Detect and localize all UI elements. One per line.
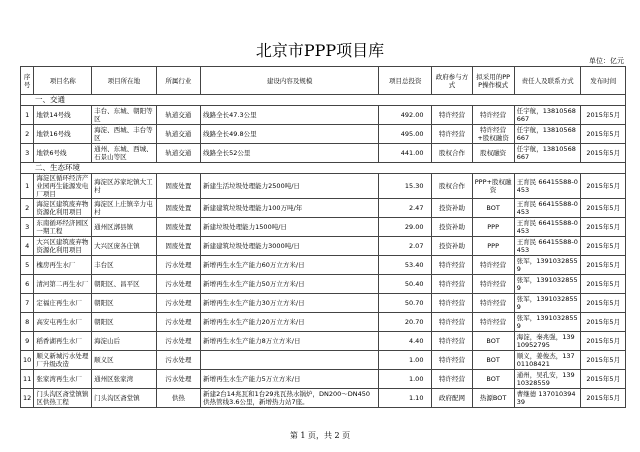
table-row [21,389,626,408]
table-cell: 政府配网 [432,389,472,408]
table-cell: 轨道交通 [156,144,200,163]
table-row [21,313,626,332]
table-cell: 股权融资 [472,144,514,163]
table-cell: 新建生活垃圾处理能力2500吨/日 [201,174,379,199]
column-header: 拟采用的PPP操作模式 [472,67,514,95]
table-cell: 固废处置 [156,218,200,237]
table-cell: 污水处理 [156,370,200,389]
table-cell: 特许经营+股权融资 [472,125,514,144]
table-cell: 2.07 [379,237,432,256]
table-cell: 特许经营 [472,313,514,332]
table-cell: PPP [472,218,514,237]
table-cell: 2015年5月 [581,106,626,125]
table-cell: 任宇航，13810568667 [514,106,581,125]
table-cell: 张军，13910328559 [514,275,581,294]
section-title: 一、交通 [21,95,626,106]
table-cell: 2015年5月 [581,144,626,163]
table-cell: 供热 [156,389,200,408]
table-cell: 污水处理 [156,256,200,275]
table-row [21,199,626,218]
table-cell: 轨道交通 [156,125,200,144]
table-cell: 1 [21,106,34,125]
table-cell: 朝阳区 [92,313,157,332]
table-cell: 线路全长52公里 [201,144,379,163]
column-header: 序号 [21,67,34,95]
table-cell: 通州、东城、西城、石景山等区 [92,144,157,163]
project-table [20,66,626,408]
table-cell: 20.70 [379,313,432,332]
table-header [21,67,626,95]
table-cell: 丰台区 [92,256,157,275]
table-cell: 张军，13910328559 [514,294,581,313]
table-cell: 特许经营 [432,313,472,332]
table-cell: 线路全长49.8公里 [201,125,379,144]
table-row [21,256,626,275]
column-header: 项目总投资 [379,67,432,95]
table-cell: 顺义区 [92,351,157,370]
table-cell: 地铁14号线 [34,106,92,125]
table-cell: 顺义新城污水处理厂升级改造 [34,351,92,370]
table-cell: 朝阳区、昌平区 [92,275,157,294]
table-cell: 10 [21,351,34,370]
table-cell: 任宇航，13810568667 [514,144,581,163]
table-cell: 2 [21,199,34,218]
table-cell: 污水处理 [156,332,200,351]
table-row [21,351,626,370]
table-cell: 海淀山后 [92,332,157,351]
table-cell: 2015年5月 [581,294,626,313]
table-row [21,275,626,294]
table-cell: 污水处理 [156,313,200,332]
table-row [21,370,626,389]
table-cell: 顺义，姜俊杰，13701108421 [514,351,581,370]
table-cell: 股权合作 [432,144,472,163]
table-cell: 2015年5月 [581,218,626,237]
table-cell: 特许经营 [472,256,514,275]
page-footer: 第 1 页，共 2 页 [289,431,351,440]
table-row [21,174,626,199]
table-cell: 2015年5月 [581,275,626,294]
table-cell: 9 [21,332,34,351]
table-cell: BOT [472,199,514,218]
table-cell: 2015年5月 [581,332,626,351]
table-cell: 2015年5月 [581,125,626,144]
table-cell: 2015年5月 [581,174,626,199]
table-cell: 固废处置 [156,199,200,218]
table-cell: 1.00 [379,351,432,370]
table-cell: 污水处理 [156,294,200,313]
table-row [21,237,626,256]
table-cell: 2015年5月 [581,389,626,408]
table-cell: 8 [21,313,34,332]
table-cell: 29.00 [379,218,432,237]
table-cell: 清河第二再生水厂 [34,275,92,294]
table-cell: 任宇航，13810568667 [514,125,581,144]
table-cell: 495.00 [379,125,432,144]
table-cell: 海淀区建筑废弃物资源化利用项目 [34,199,92,218]
table-cell: 53.40 [379,256,432,275]
table-cell: 特许经营 [432,125,472,144]
column-header: 项目所在地 [92,67,157,95]
table-cell: 1.00 [379,370,432,389]
table-cell: 新建建筑垃圾处理能力3000吨/日 [201,237,379,256]
table-cell: 特许经营 [432,275,472,294]
table-cell: 2015年5月 [581,313,626,332]
table-cell: 投资补助 [432,237,472,256]
table-cell: 1.10 [379,389,432,408]
table-cell: 新增再生水生产能力60万立方米/日 [201,256,379,275]
table-cell: 朝阳区 [92,294,157,313]
table-cell: 3 [21,144,34,163]
table-cell: 通州区张家湾 [92,370,157,389]
table-cell: 固废处置 [156,237,200,256]
table-cell: 丰台、东城、朝阳等区 [92,106,157,125]
table-cell: 王育民 66415588-0453 [514,199,581,218]
table-cell: 新增再生水生产能力30万立方米/日 [201,294,379,313]
table-cell: 新增再生水生产能力50万立方米/日 [201,275,379,294]
table-cell: 492.00 [379,106,432,125]
column-header: 责任人及联系方式 [514,67,581,95]
table-cell: 东南循环经济园区一期工程 [34,218,92,237]
table-cell: 王育民 66415588-0453 [514,218,581,237]
column-header: 项目名称 [34,67,92,95]
table-cell: 50.70 [379,294,432,313]
column-header: 建设内容及规模 [201,67,379,95]
column-header: 所属行业 [156,67,200,95]
table-cell: 股权合作 [432,174,472,199]
table-row [21,218,626,237]
table-cell: 大兴区建筑废弃物资源化利用项目 [34,237,92,256]
table-cell: 特许经营 [432,351,472,370]
table-cell: 7 [21,294,34,313]
table-cell: 海淀区循环经济产业园再生能源发电厂项目 [34,174,92,199]
table-cell: PPP [472,237,514,256]
table-cell: 1 [21,174,34,199]
table-cell: 海淀，秦兆强，13910952795 [514,332,581,351]
table-cell: 投资补助 [432,218,472,237]
table-cell: 2015年5月 [581,199,626,218]
table-cell: 4.40 [379,332,432,351]
table-cell: 特许经营 [432,370,472,389]
table-cell: 通州，吴孔安，13910328559 [514,370,581,389]
table-cell: 王育民 66415588-0453 [514,237,581,256]
table-cell: 污水处理 [156,275,200,294]
table-cell: 海淀区上庄镇辛力屯村 [92,199,157,218]
table-cell: 门头沟区斋堂镇镇区供热工程 [34,389,92,408]
table-cell: 2015年5月 [581,370,626,389]
table-cell: 特许经营 [472,294,514,313]
table-body [21,95,626,408]
unit-label: 单位：亿元 [589,57,624,65]
table-cell: BOT [472,351,514,370]
table-cell: 6 [21,275,34,294]
table-row [21,332,626,351]
table-row [21,294,626,313]
table-cell: 大兴区庞各庄镇 [92,237,157,256]
table-cell: 高安屯再生水厂 [34,313,92,332]
table-cell: 新建建筑垃圾处理能力100万吨/年 [201,199,379,218]
table-cell: 地铁16号线 [34,125,92,144]
table-cell: 热源BOT [472,389,514,408]
table-cell: 定福庄再生水厂 [34,294,92,313]
table-cell: 污水处理 [156,351,200,370]
table-cell: 特许经营 [432,332,472,351]
table-cell: 王育民 66415588-0453 [514,174,581,199]
table-cell: BOT [472,332,514,351]
table-cell: 2015年5月 [581,351,626,370]
table-cell: 稻香湖再生水厂 [34,332,92,351]
table-cell: 2015年5月 [581,256,626,275]
table-cell: 新增再生水生产能力8万立方米/日 [201,332,379,351]
table-cell: 线路全长47.3公里 [201,106,379,125]
table-cell: 特许经营 [432,256,472,275]
table-cell: 2015年5月 [581,237,626,256]
table-row [21,144,626,163]
table-cell: 地铁6号线 [34,144,92,163]
table-cell: 3 [21,218,34,237]
table-cell: 11 [21,370,34,389]
section-row [21,163,626,174]
table-cell: 门头沟区斋堂镇 [92,389,157,408]
table-cell: 海淀区苏家坨镇大工村 [92,174,157,199]
table-cell: 特许经营 [432,294,472,313]
table-cell: 2.47 [379,199,432,218]
table-cell: 曹继德 13701039439 [514,389,581,408]
section-title: 二、生态环境 [21,163,626,174]
table-row [21,125,626,144]
table-cell: 投资补助 [432,199,472,218]
table-cell: 12 [21,389,34,408]
table-cell: 张军，13910328559 [514,256,581,275]
table-cell: 张军，13910328559 [514,313,581,332]
table-cell: 槐房再生水厂 [34,256,92,275]
table-cell: 固废处置 [156,174,200,199]
table-cell [201,351,379,370]
column-header: 政府参与方式 [432,67,472,95]
table-cell: 新建2台14兆瓦和1台29兆瓦热水锅炉，DN200～DN450供热管线3.6公里，新增热力站7座。 [201,389,379,408]
table-cell: 4 [21,237,34,256]
table-row [21,106,626,125]
table-cell: 441.00 [379,144,432,163]
table-cell: 15.30 [379,174,432,199]
table-cell: 通州区漷县镇 [92,218,157,237]
table-cell: 特许经营 [472,275,514,294]
section-row [21,95,626,106]
table-cell: 2 [21,125,34,144]
table-cell: 5 [21,256,34,275]
table-cell: BOT [472,370,514,389]
column-header: 发布时间 [581,67,626,95]
table-cell: 50.40 [379,275,432,294]
table-cell: 特许经营 [472,106,514,125]
table-cell: PPP+股权融资 [472,174,514,199]
table-cell: 海淀、西城、丰台等区 [92,125,157,144]
table-cell: 新增再生水生产能力5万立方米/日 [201,370,379,389]
table-cell: 新增再生水生产能力20万立方米/日 [201,313,379,332]
table-cell: 张家湾再生水厂 [34,370,92,389]
table-cell: 轨道交通 [156,106,200,125]
table-cell: 新建垃圾处理能力1500吨/日 [201,218,379,237]
table-cell: 特许经营 [432,106,472,125]
page-title: 北京市PPP项目库 [255,41,385,60]
